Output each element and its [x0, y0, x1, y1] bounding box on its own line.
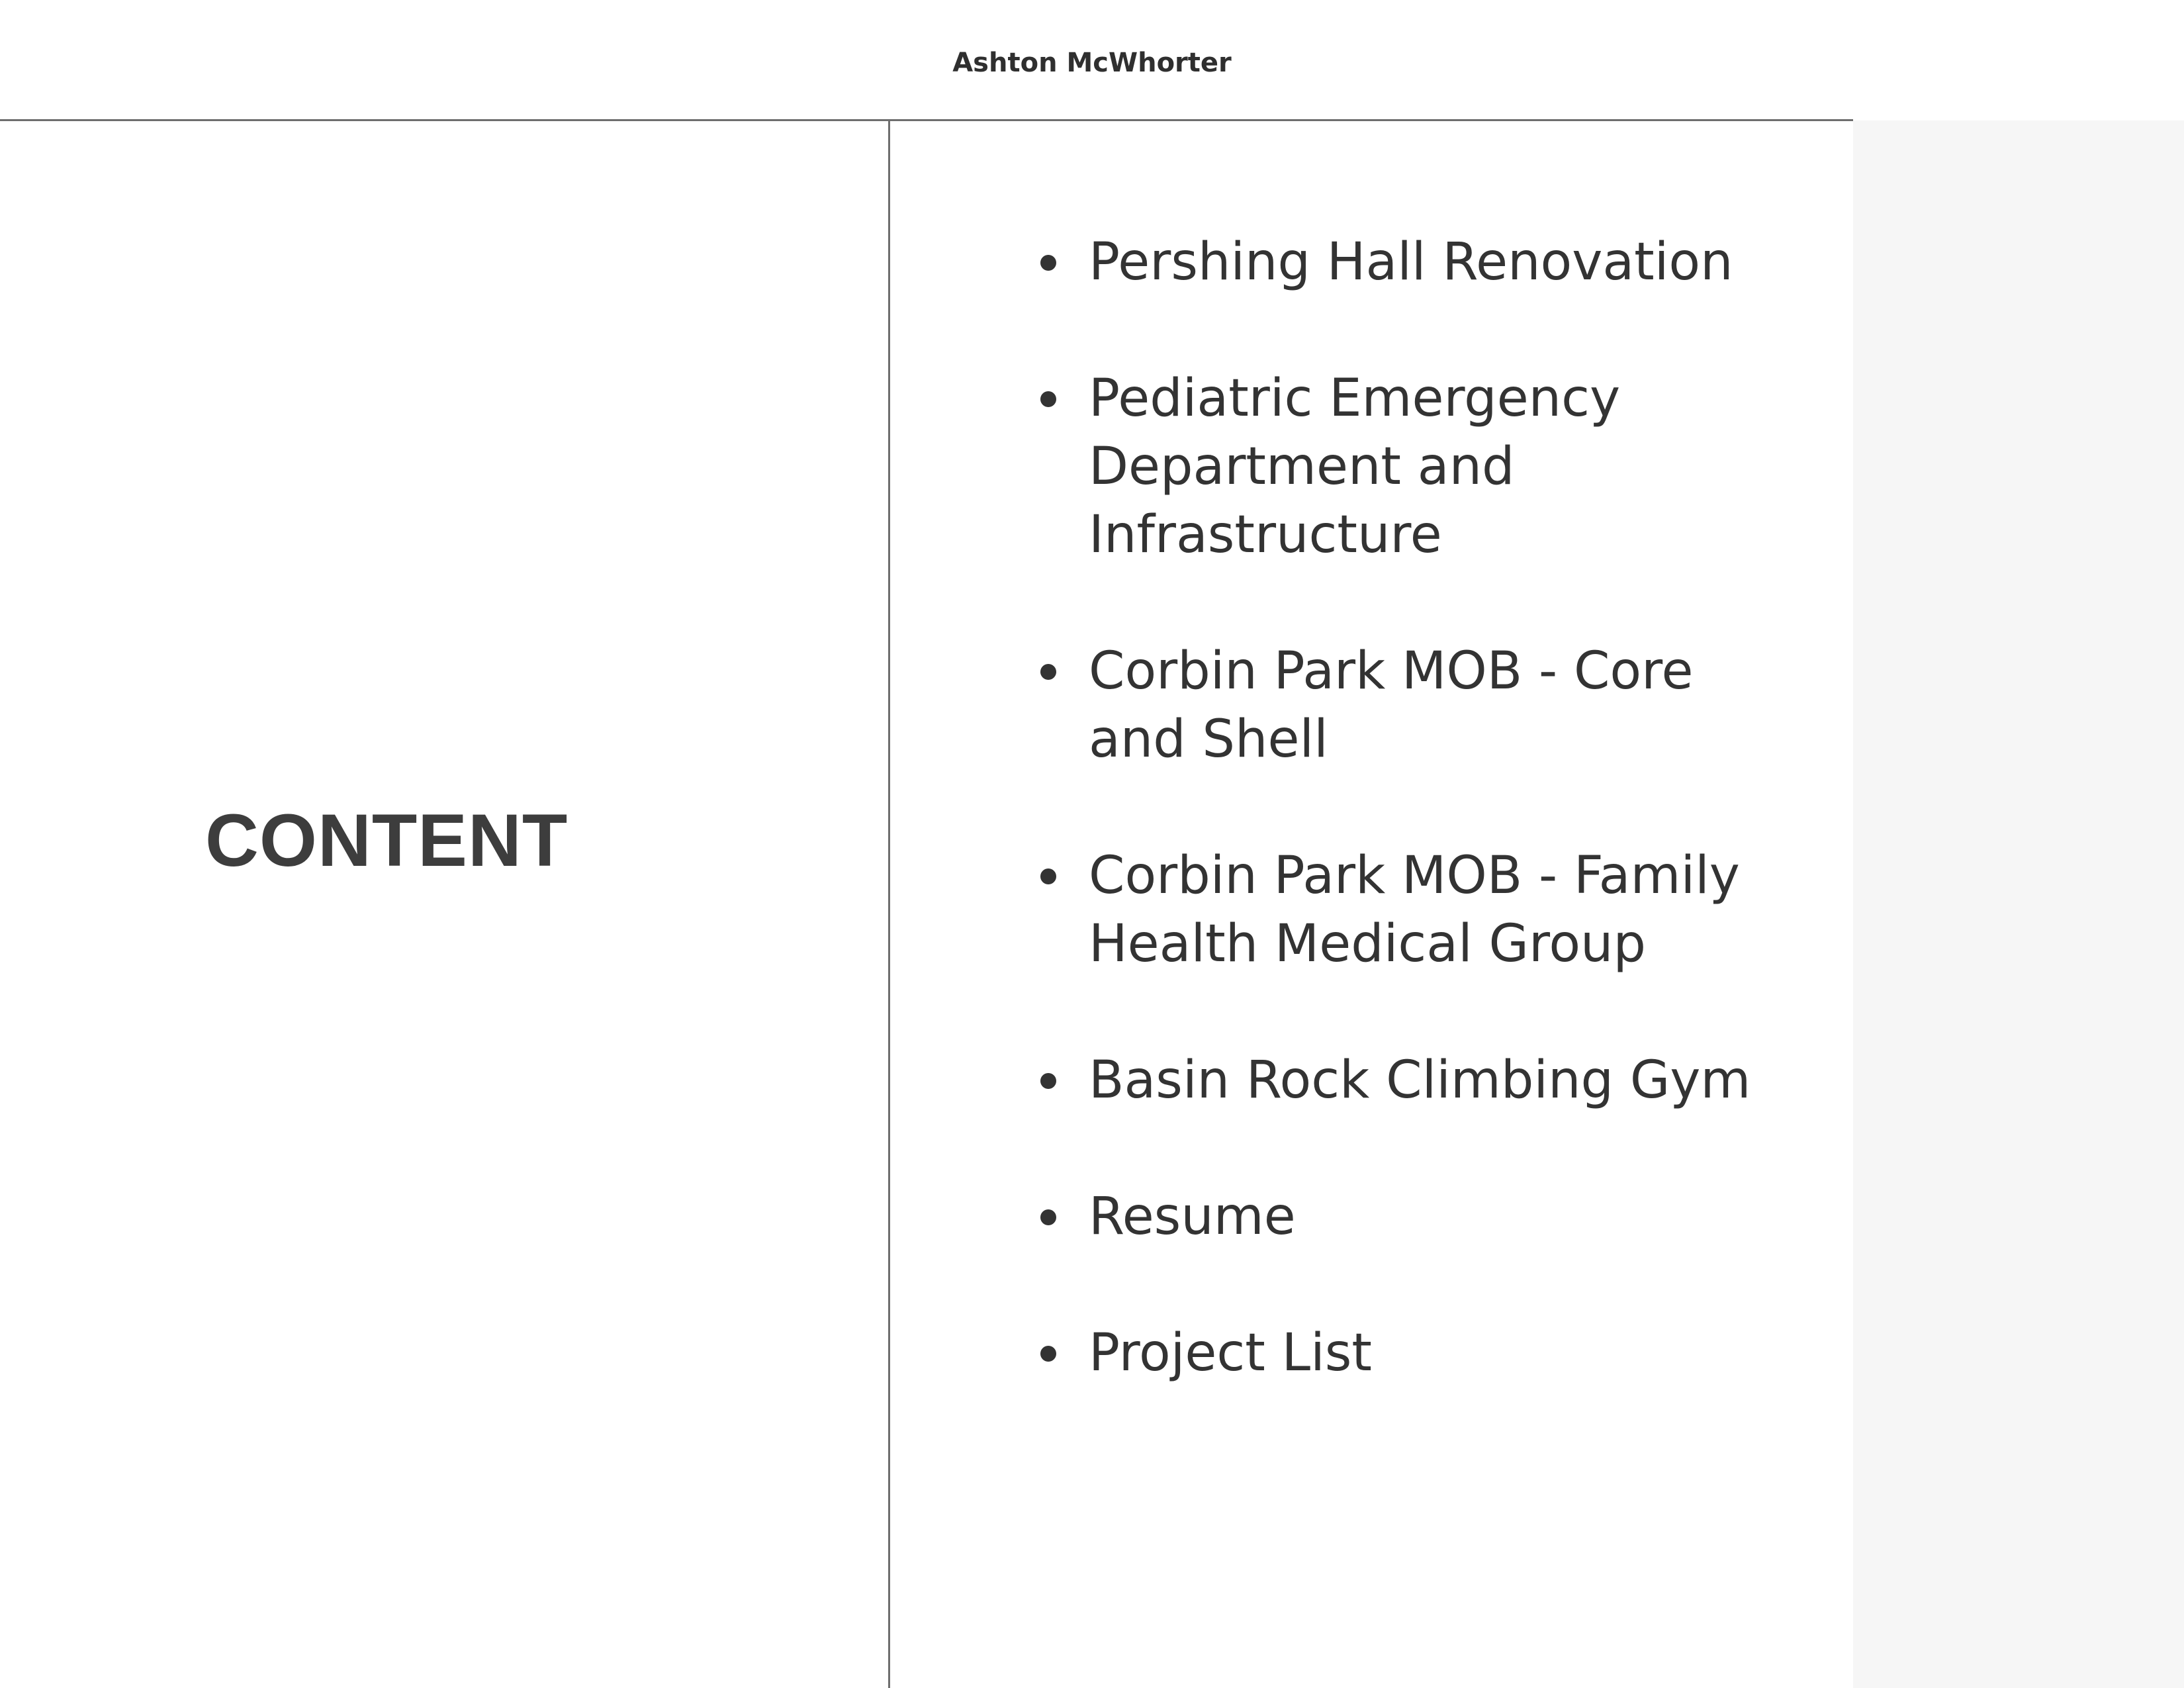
author-name: Ashton McWhorter: [952, 48, 1232, 78]
header-divider: [0, 119, 1853, 121]
contents-item-basin-rock[interactable]: [1032, 1047, 1794, 1115]
contents-item-corbin-park-core-shell[interactable]: [1032, 637, 1794, 774]
page-header: [0, 0, 2184, 120]
bullet-icon: [1040, 1073, 1056, 1089]
side-panel: [1853, 120, 2184, 1688]
contents-item-resume[interactable]: [1032, 1183, 1794, 1251]
contents-item-label: Corbin Park MOB - Family Health Medical Group: [1089, 846, 1740, 974]
column-divider: [888, 121, 890, 1688]
contents-item-label: Corbin Park MOB - Core and Shell: [1089, 641, 1694, 769]
contents-item-pediatric-emergency[interactable]: [1032, 365, 1794, 569]
contents-item-label: Pediatric Emergency Department and Infrastructure: [1089, 369, 1621, 565]
contents-item-corbin-park-family-health[interactable]: [1032, 842, 1794, 978]
contents-item-project-list[interactable]: [1032, 1319, 1794, 1387]
bullet-icon: [1040, 1209, 1056, 1225]
contents-item-label: Pershing Hall Renovation: [1089, 232, 1733, 292]
contents-item-label: Project List: [1089, 1323, 1373, 1383]
contents-item-label: Resume: [1089, 1187, 1296, 1246]
bullet-icon: [1040, 255, 1056, 271]
contents-list: [1032, 228, 1794, 1456]
bullet-icon: [1040, 391, 1056, 407]
bullet-icon: [1040, 868, 1056, 884]
bullet-icon: [1040, 1346, 1056, 1362]
contents-item-label: Basin Rock Climbing Gym: [1089, 1051, 1751, 1110]
section-title: CONTENT: [205, 799, 569, 882]
bullet-icon: [1040, 664, 1056, 680]
contents-item-pershing-hall[interactable]: [1032, 228, 1794, 297]
